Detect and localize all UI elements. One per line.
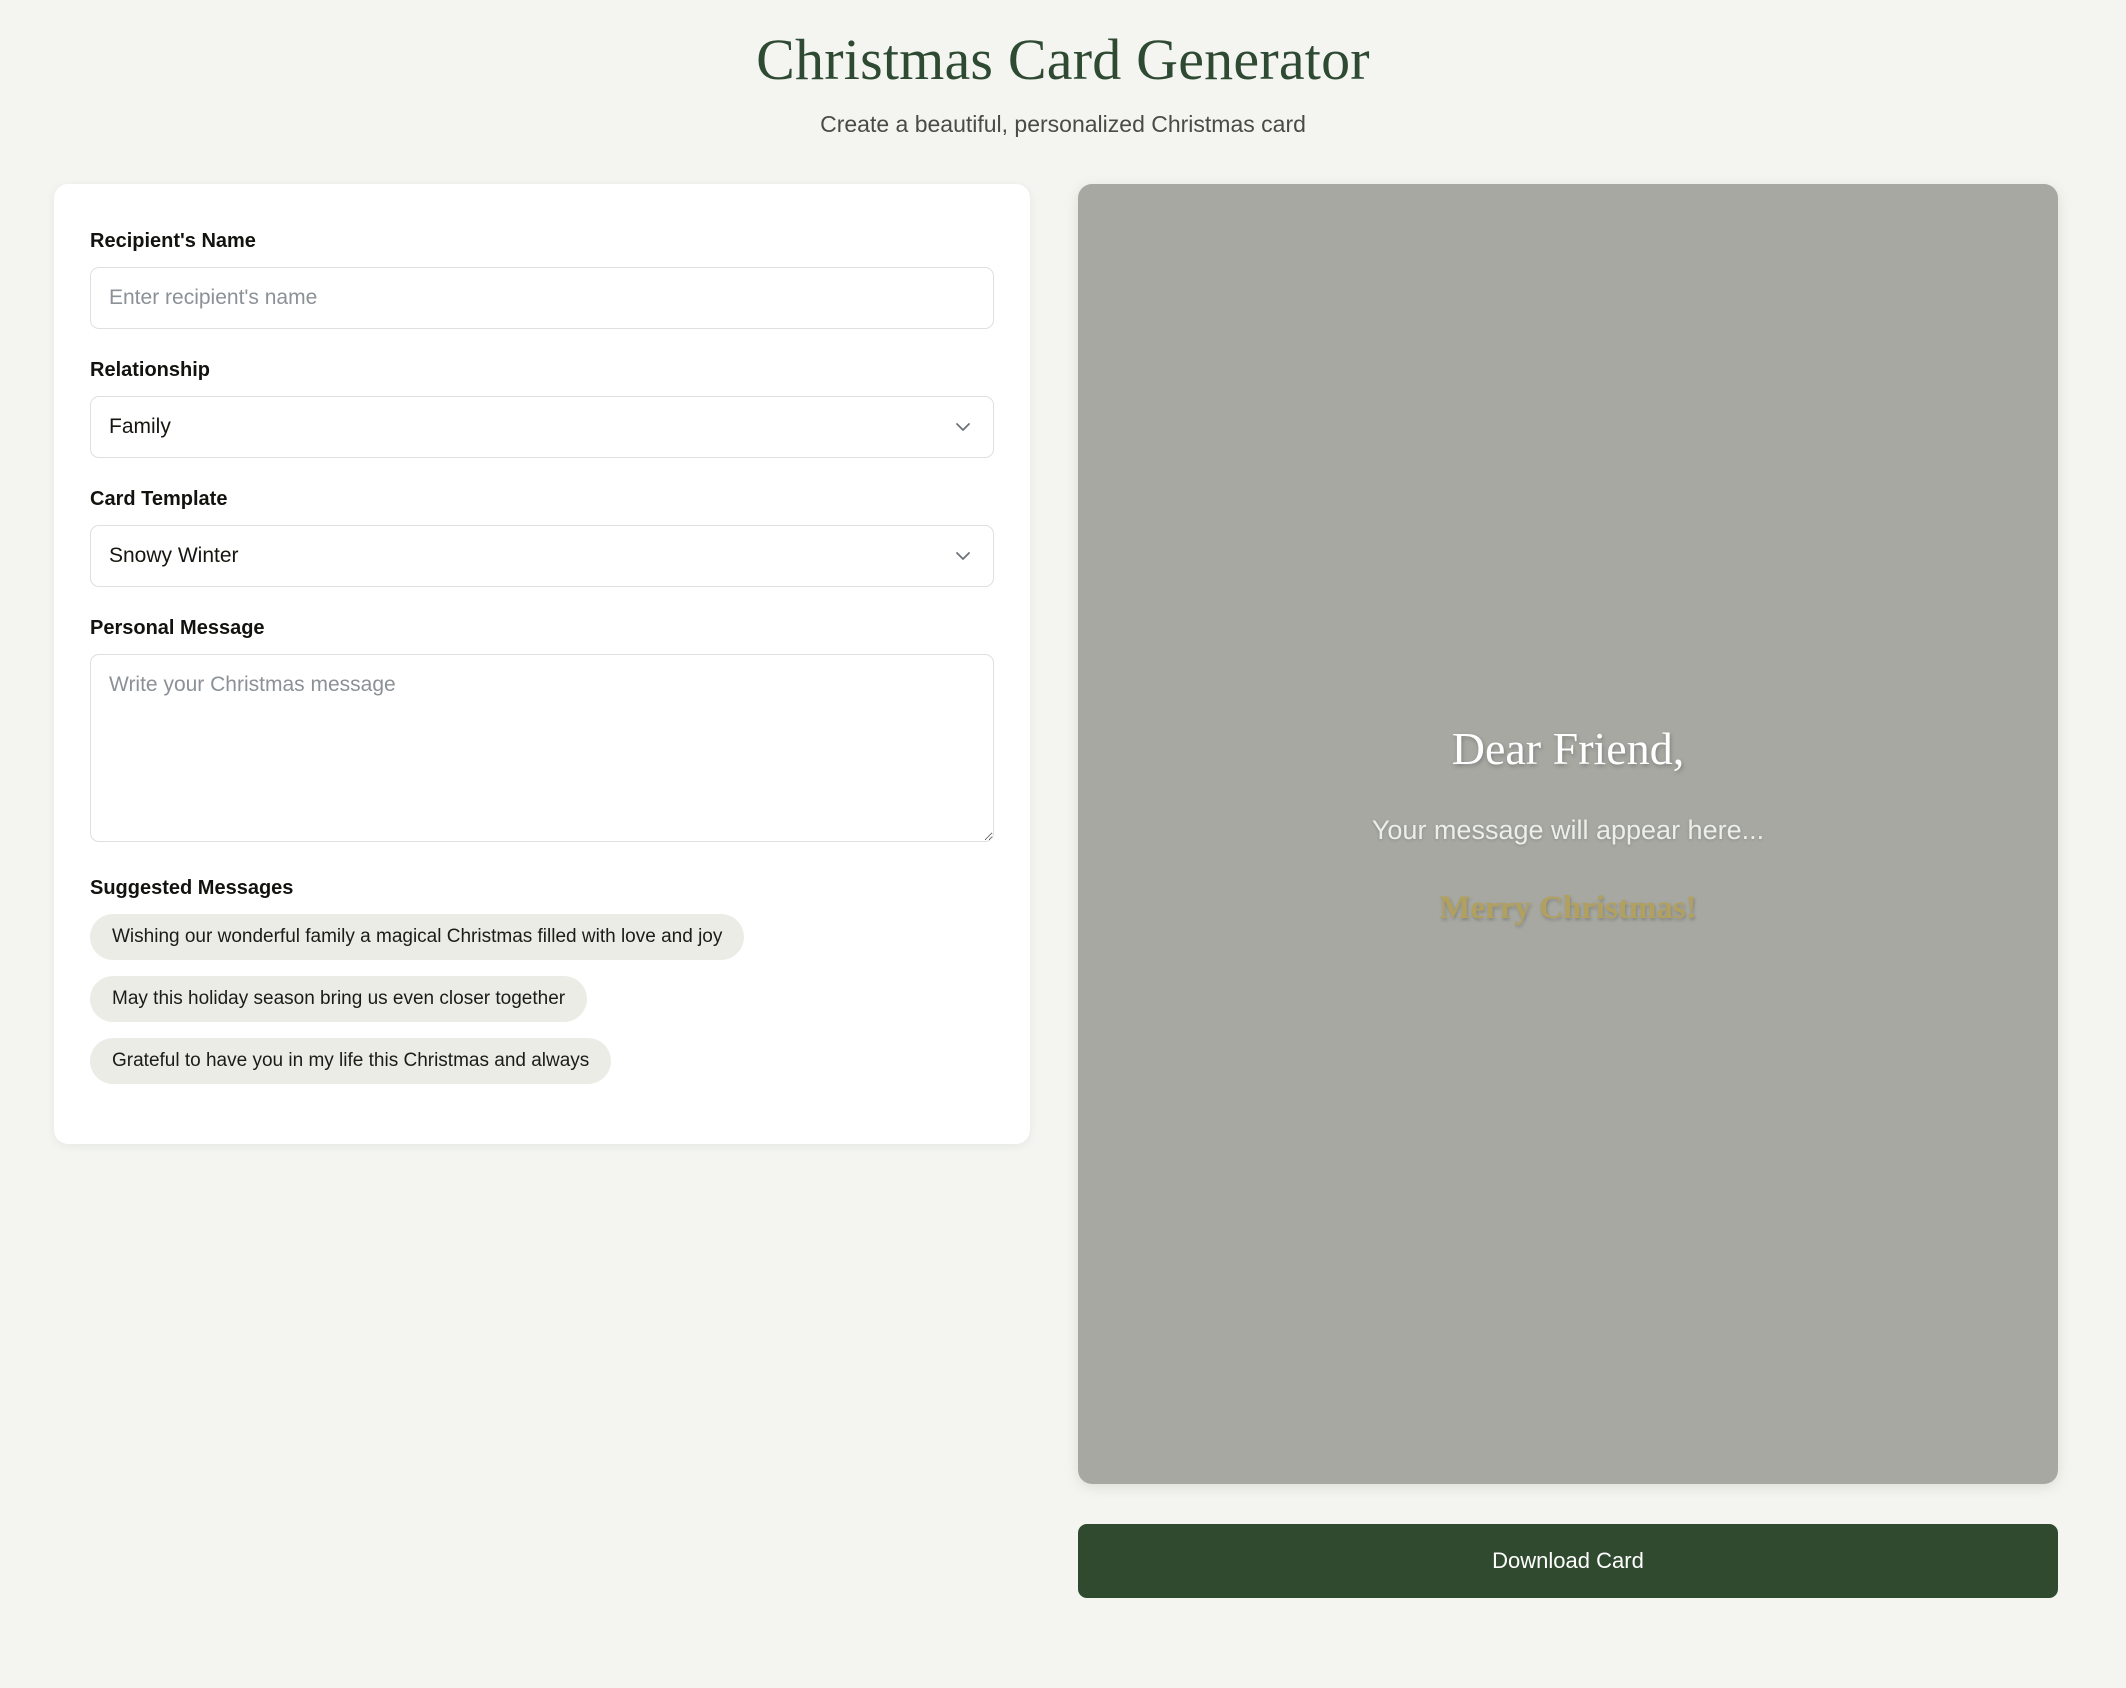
- suggestion-chip[interactable]: Wishing our wonderful family a magical Christmas filled with love and joy: [90, 914, 744, 960]
- card-form-panel: [54, 184, 1030, 1144]
- suggestion-chip[interactable]: May this holiday season bring us even closer together: [90, 976, 587, 1022]
- recipient-name-input[interactable]: [90, 267, 994, 329]
- card-greeting-text: Dear Friend,: [1451, 723, 1685, 774]
- card-preview-content: [1078, 722, 2058, 927]
- download-card-button[interactable]: Download Card: [1078, 1524, 2058, 1598]
- template-select-wrapper: [90, 525, 994, 587]
- recipient-label: Recipient's Name: [90, 230, 256, 252]
- personal-message-textarea[interactable]: [90, 654, 994, 842]
- template-field: [90, 488, 994, 587]
- card-template-select[interactable]: [90, 525, 994, 587]
- relationship-select-wrapper: [90, 396, 994, 458]
- message-field: [90, 617, 994, 847]
- suggestion-list: [90, 914, 994, 1100]
- main-content: [0, 184, 2126, 1598]
- suggestion-row: [90, 976, 994, 1038]
- relationship-selected-value: Family: [109, 415, 171, 438]
- recipient-field: [90, 230, 994, 329]
- card-preview: [1078, 184, 2058, 1484]
- suggestion-row: [90, 914, 994, 976]
- preview-column: [1078, 184, 2058, 1598]
- suggested-messages-label: Suggested Messages: [90, 877, 294, 899]
- page-header: [0, 0, 2126, 138]
- page-title: Christmas Card Generator: [756, 27, 1370, 92]
- suggestion-row: [90, 1038, 994, 1100]
- message-label: Personal Message: [90, 617, 265, 639]
- card-message-text: Your message will appear here...: [1371, 815, 1765, 845]
- card-closing-text: Merry Christmas!: [1439, 890, 1697, 926]
- suggested-messages-section: [90, 877, 994, 1100]
- relationship-field: [90, 359, 994, 458]
- page-subtitle: Create a beautiful, personalized Christmas card: [820, 111, 1306, 137]
- relationship-label: Relationship: [90, 359, 211, 381]
- template-selected-value: Snowy Winter: [109, 544, 239, 567]
- suggestion-chip[interactable]: Grateful to have you in my life this Christmas and always: [90, 1038, 611, 1084]
- template-label: Card Template: [90, 488, 228, 510]
- relationship-select[interactable]: [90, 396, 994, 458]
